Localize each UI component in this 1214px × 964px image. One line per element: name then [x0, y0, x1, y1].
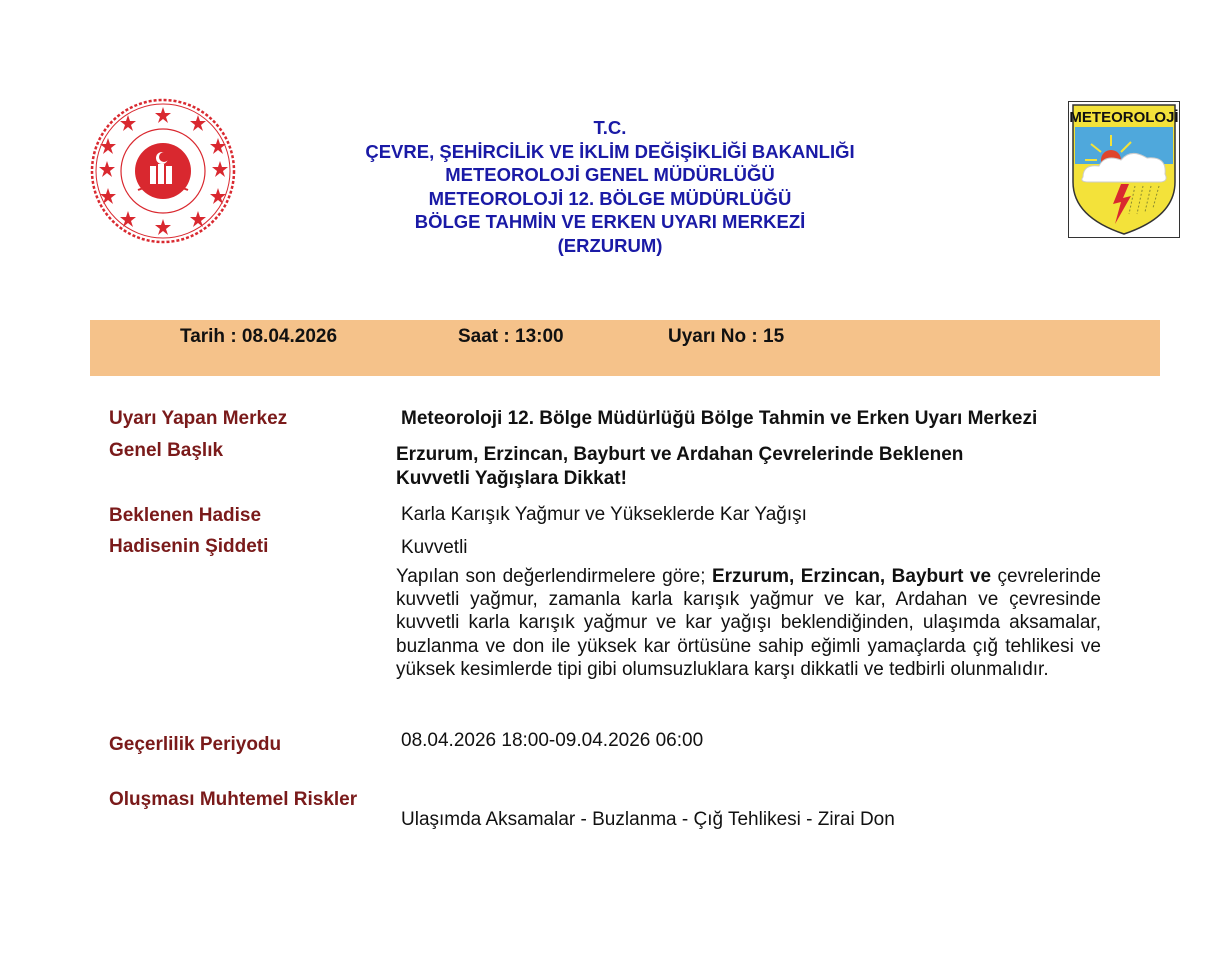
header-line-center: BÖLGE TAHMİN VE ERKEN UYARI MERKEZİ	[414, 211, 806, 232]
date-text: Tarih : 08.04.2026	[180, 326, 338, 347]
validity-value: 08.04.2026 18:00-09.04.2026 06:00	[401, 730, 704, 751]
description-paragraph	[396, 565, 1101, 681]
center-value: Meteoroloji 12. Bölge Müdürlüğü Bölge Tahmin ve Erken Uyarı Merkezi	[401, 408, 1038, 429]
header-title	[300, 116, 920, 257]
risks-value: Ulaşımda Aksamalar - Buzlanma - Çığ Tehlikesi - Zirai Don	[401, 809, 895, 830]
header-line-regional-directorate: METEOROLOJİ 12. BÖLGE MÜDÜRLÜĞÜ	[428, 187, 792, 209]
header-line-ministry: ÇEVRE, ŞEHİRCİLİK VE İKLİM DEĞİŞİKLİĞİ BAKANLIĞI	[365, 140, 855, 162]
center-label: Uyarı Yapan Merkez	[109, 408, 288, 429]
description-bold-cities: Erzurum, Erzincan, Bayburt ve	[711, 566, 992, 587]
info-band	[90, 320, 1160, 376]
event-label: Beklenen Hadise	[109, 505, 262, 526]
header-line-city: (ERZURUM)	[557, 234, 663, 256]
warning-number-text: Uyarı No : 15	[668, 326, 785, 347]
event-value: Karla Karışık Yağmur ve Yükseklerde Kar Yağışı	[401, 504, 807, 525]
severity-value: Kuvvetli	[401, 537, 468, 558]
severity-label: Hadisenin Şiddeti	[109, 536, 269, 557]
description-rest: çevrelerinde kuvvetli yağmur, zamanla karla karışık yağmur ve kar, Ardahan ve çevresinde kuvvetli karla karışık yağmur ve kar yağışı beklendiğinden, ulaşımda aksamalar, buzlanma ve don ile yüksek kar örtüsüne sahip eğimli yamaçlarda çığ tehlikesi ve yüksek kesimlerde tipi gibi olumsuzluklara karşı dikkatli ve tedbirli olunmalıdır.	[396, 566, 1101, 680]
validity-label: Geçerlilik Periyodu	[109, 734, 282, 755]
header-line-general-directorate: METEOROLOJİ GENEL MÜDÜRLÜĞÜ	[445, 164, 775, 185]
time-text: Saat : 13:00	[458, 326, 564, 347]
ministry-seal-icon	[90, 98, 236, 244]
title-value-line2: Kuvvetli Yağışlara Dikkat!	[396, 468, 627, 489]
meteoroloji-logo	[1068, 101, 1180, 238]
ministry-seal-logo	[90, 98, 236, 244]
title-label: Genel Başlık	[109, 440, 224, 461]
svg-text:METEOROLOJİ: METEOROLOJİ	[1069, 109, 1179, 126]
title-value-line1: Erzurum, Erzincan, Bayburt ve Ardahan Çevrelerinde Beklenen	[396, 444, 964, 465]
header-line-tc: T.C.	[593, 117, 627, 138]
description-intro: Yapılan son değerlendirmelere göre;	[396, 566, 712, 587]
risks-label: Oluşması Muhtemel Riskler	[109, 789, 358, 810]
meteoroloji-shield-icon	[1069, 102, 1179, 237]
